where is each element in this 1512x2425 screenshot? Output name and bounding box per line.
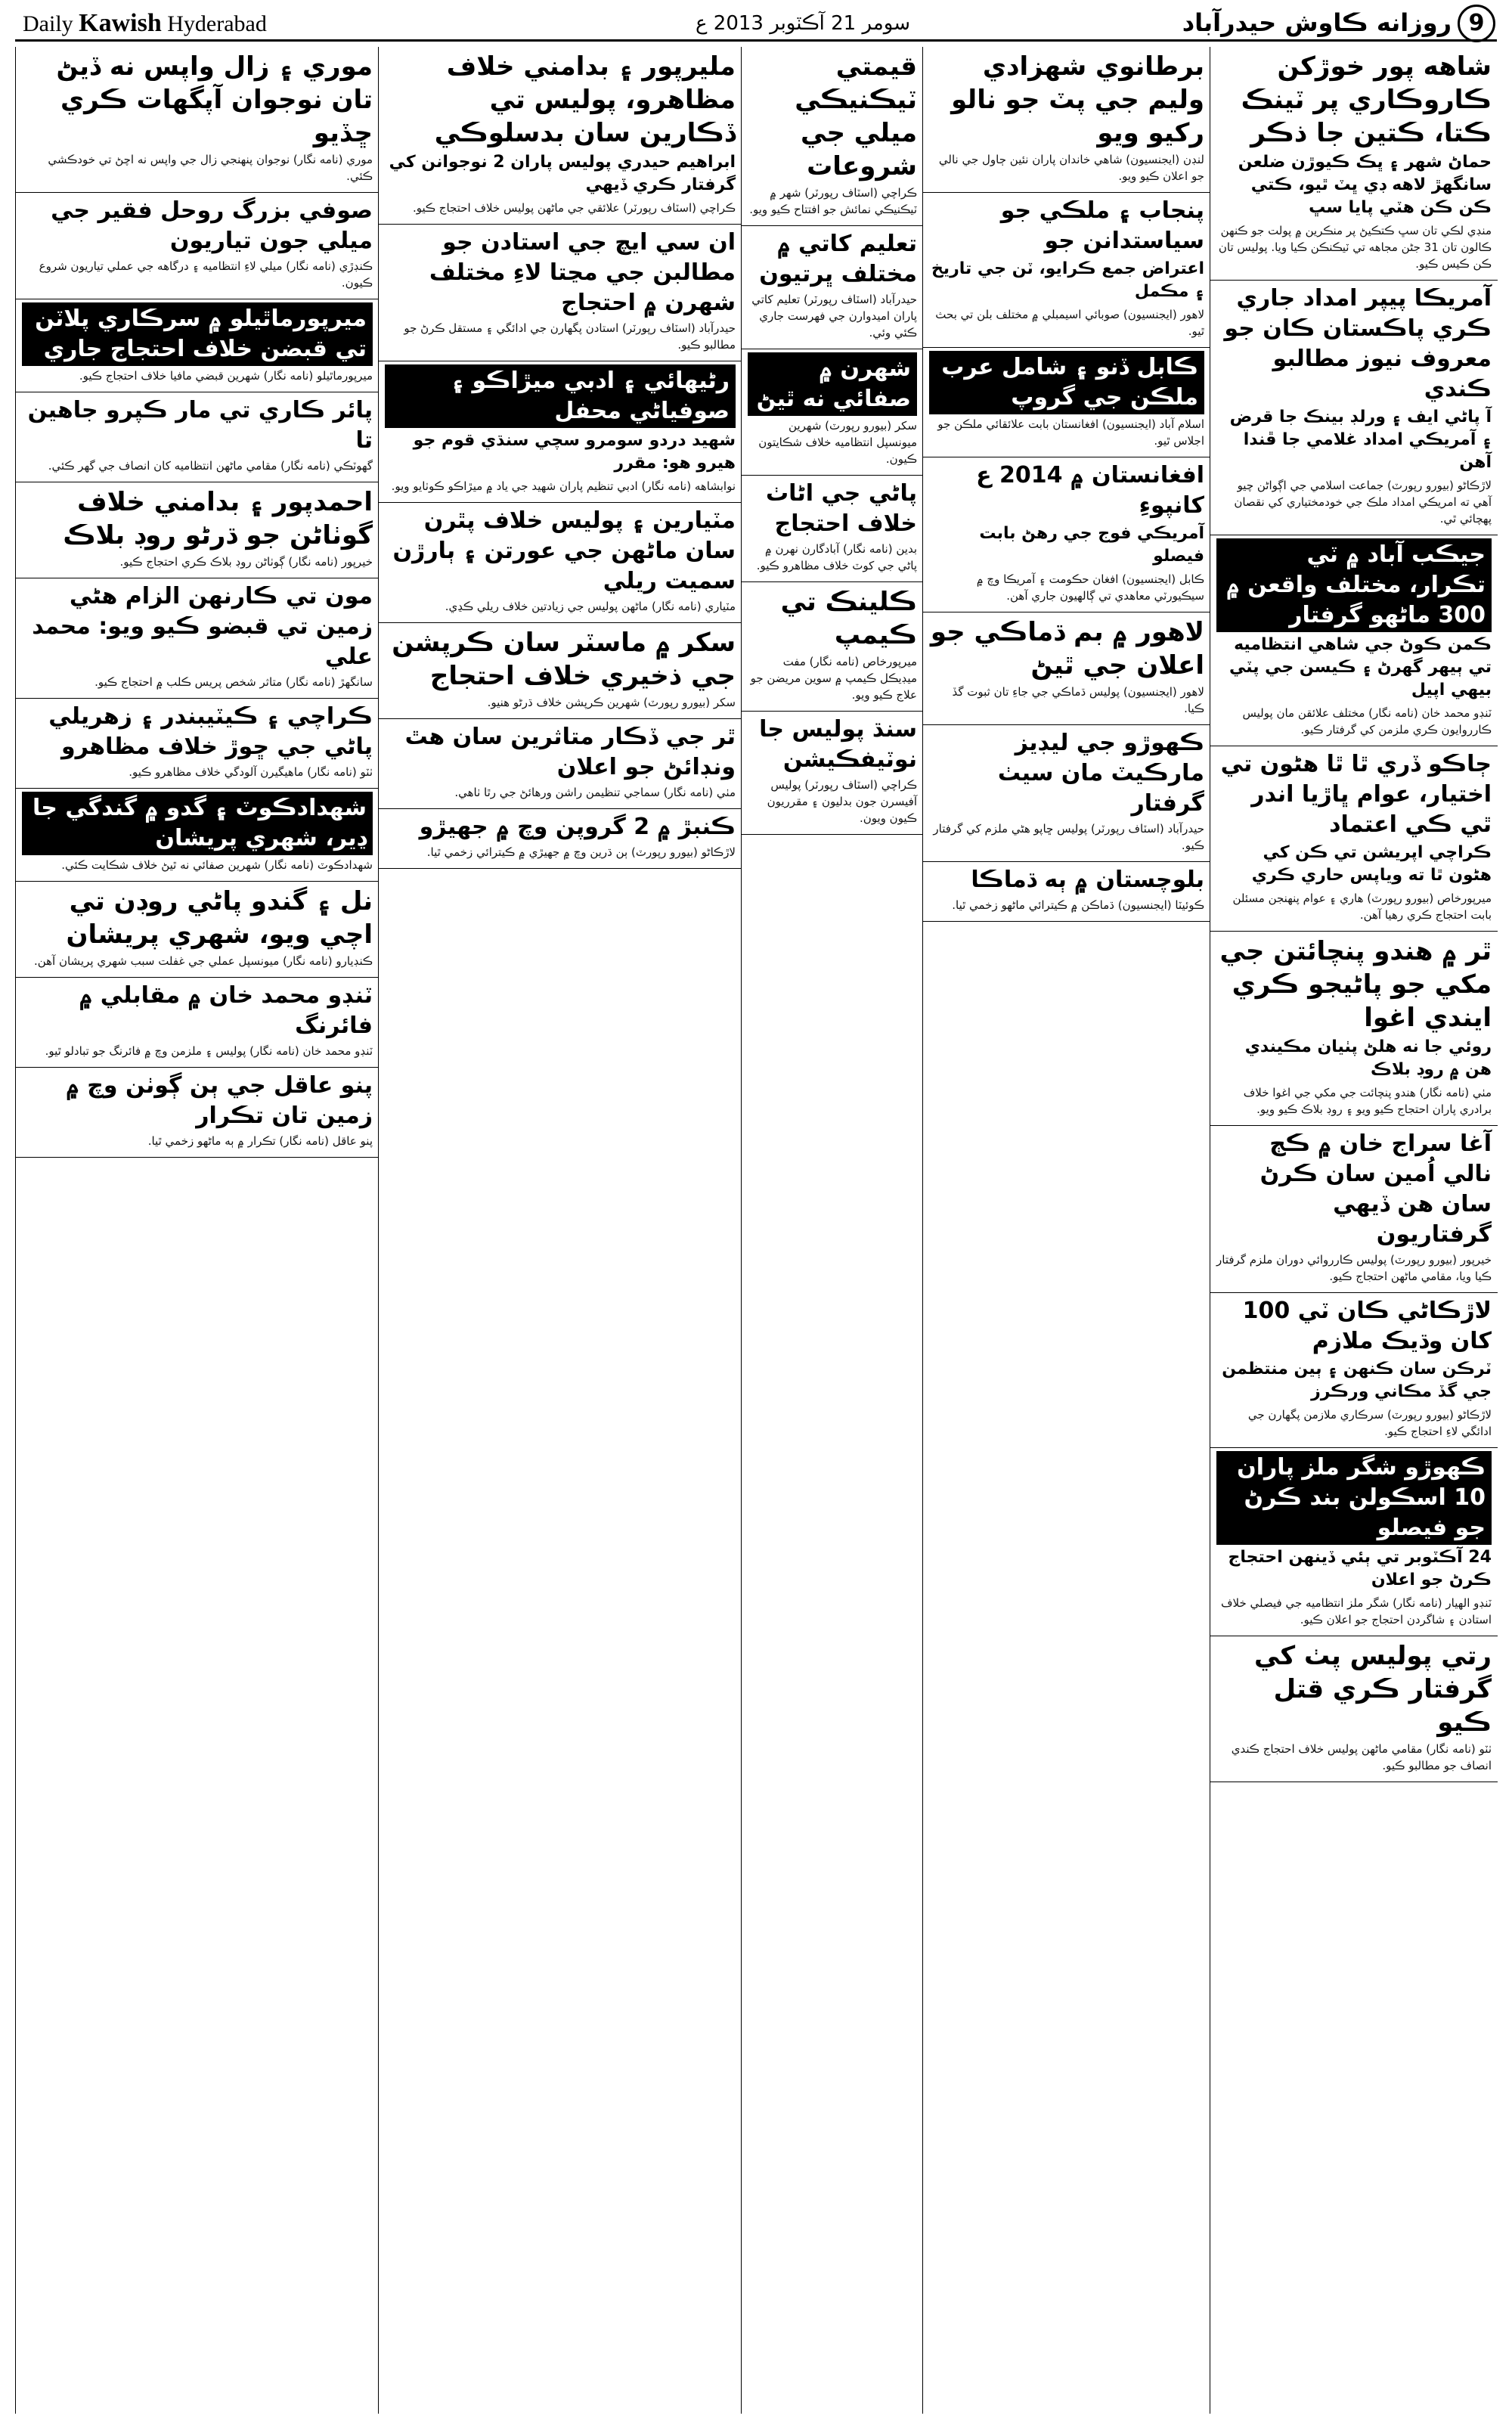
story-headline: ٿر جي ڏڪار متاثرين سان هٿ ونڊائڻ جو اعلان: [404, 724, 736, 780]
news-story: [1210, 932, 1498, 1126]
news-story: [1210, 1448, 1498, 1636]
page-number-badge: 9: [1458, 5, 1495, 42]
story-headline: قيمتي ٽيڪنيڪي ميلي جي شروعات: [795, 51, 917, 181]
news-story: [16, 1068, 379, 1158]
story-body: موري (نامه نگار) نوجوان پنهنجي زال جي واپس نه اچڻ تي خودڪشي ڪئي.: [48, 153, 373, 183]
story-body: سکر (بيورو رپورٽ) شهرين ڪرپشن خلاف ڌرڻو هنيو.: [487, 696, 736, 709]
news-story: [379, 47, 742, 225]
story-headline: شهرن ۾ صفائي نه ٿيڻ: [748, 352, 917, 416]
news-story: [923, 612, 1210, 725]
story-body: ڪنڊڙي (نامه نگار) ميلي لاءِ انتظاميه ۽ درگاهه جي عملي تياريون شروع ڪيون.: [39, 259, 373, 290]
story-body: ميرپورخاص (نامه نگار) مفت ميڊيڪل ڪيمپ ۾ سوين مريضن جو علاج ڪيو ويو.: [750, 655, 917, 702]
story-body: ٺٽو (نامه نگار) مقامي ماڻهن پوليس خلاف احتجاج ڪندي انصاف جو مطالبو ڪيو.: [1231, 1742, 1492, 1772]
news-story: [742, 476, 923, 582]
news-story: [379, 719, 742, 809]
story-headline: رڻيهائي ۽ ادبي ميڙاڪو ۽ صوفياڻي محفل: [385, 364, 736, 428]
news-story: [742, 47, 923, 226]
story-body: ڪوئيٽا (ايجنسيون) ڌماڪن ۾ ڪيترائي ماڻهو زخمي ٿيا.: [952, 898, 1204, 912]
story-headline: مليرپور ۽ بدامني خلاف مظاهرو، پوليس تي ڏڪارين سان بدسلوڪي: [434, 51, 736, 148]
story-body: ٺٽو (نامه نگار) ماهيگيرن آلودگي خلاف مظاهرو ڪيو.: [129, 765, 373, 779]
masthead-brand: Kawish: [79, 9, 162, 37]
news-story: [16, 193, 379, 299]
story-body: مٽياري (نامه نگار) ماڻهن پوليس جي زيادتين خلاف ريلي ڪڍي.: [445, 600, 736, 613]
story-body: ڪراچي (اسٽاف رپورٽر) شهر ۾ ٽيڪنيڪي نمائش جو افتتاح ڪيو ويو.: [749, 186, 917, 216]
news-story: [379, 361, 742, 503]
story-headline: ٽنڊو محمد خان ۾ مقابلي ۾ فائرنگ: [79, 982, 373, 1039]
story-headline: ڪهوڙو جي ليڊيز مارڪيٽ مان سيٺ گرفتار: [997, 730, 1204, 817]
story-body: لاهور (ايجنسيون) پوليس ڌماڪي جي جاءِ تان ثبوت گڏ ڪيا.: [952, 685, 1204, 715]
story-headline: شاهه پور خوڙکن ڪاروڪاري پر ٽينڪ ڪتا، ڪتين جا ذڪر: [1241, 51, 1492, 148]
story-headline: تعليم کاتي ۾ مختلف ڀرتيون: [759, 231, 917, 287]
masthead: [15, 6, 1497, 42]
story-headline: ڪراچي ۽ ڪيٽيبندر ۽ زهريلي پاڻي جي ڇوڙ خلاف مظاهرو: [48, 703, 373, 760]
story-body: خيرپور (بيورو رپورٽ) پوليس ڪارروائي دوران ملزم گرفتار ڪيا ويا، مقامي ماڻهن احتجاج ڪيو.: [1216, 1253, 1492, 1283]
story-body: مٺي (نامه نگار) هندو پنچائت جي مکي جي اغوا خلاف برادري پاران احتجاج ڪيو ويو ۽ روڊ بلاڪ ڪيو ويو.: [1243, 1086, 1492, 1116]
column-2: [922, 47, 1210, 2414]
story-headline: نل ۽ گندو پاڻي روڊن تي اچي ويو، شهري پريشان: [66, 886, 373, 950]
story-body: گهوٽڪي (نامه نگار) مقامي ماڻهن انتظاميه کان انصاف جي گهر ڪئي.: [48, 459, 373, 473]
story-headline: آغا سراج خان ۾ ڪڄ نالي اُمين سان ڪرڻ سان هن ڏيهي گرفتاريون: [1259, 1130, 1492, 1248]
news-story: [1210, 746, 1498, 932]
masthead-english-title: [23, 11, 267, 37]
story-headline: صوفي بزرگ روحل فقير جي ميلي جون تياريون: [51, 197, 373, 254]
story-body: مٺي (نامه نگار) سماجي تنظيمن راشن ورهائڻ جي رٿا ٺاهي.: [454, 786, 736, 799]
story-headline: مٽيارين ۽ پوليس خلاف پٿرن سان ماڻهن جي عورتن ۽ ٻارڙن سميت ريلي: [392, 507, 736, 594]
story-headline: ڪابل ڏنو ۽ شامل عرب ملڪن جي گروپ: [929, 351, 1204, 414]
masthead-date: سومر 21 آڪٽوبر 2013 ع: [696, 12, 910, 35]
news-story: [379, 623, 742, 719]
story-headline: ٿر ۾ هندو پنچائتن جي مکي جو پاڻيجو ڪري ايندي اغوا: [1219, 936, 1492, 1033]
story-headline: لاهور ۾ بم ڌماڪي جو اعلان جي ٿيڻ: [930, 617, 1204, 681]
story-body: سکر (بيورو رپورٽ) شهرين ميونسپل انتظاميه خلاف شڪايتون ڪيون.: [758, 419, 917, 466]
news-story: [16, 392, 379, 482]
story-subheadline: آمريڪي فوج جي رهڻ بابت فيصلو: [979, 524, 1204, 566]
story-subheadline: حماڻ شهر ۽ ڀڪ ڪيوڙن ضلعن سانگهڙ لاهه ڊي ڀٽ ٿيو، ڪتي ڪن ڪن هٽي پايا سڀ: [1238, 153, 1492, 217]
story-body: لاڙڪاڻو (بيورو رپورٽ) سرڪاري ملازمن پگهارن جي ادائگي لاءِ احتجاج ڪيو.: [1247, 1408, 1492, 1438]
story-body: لاڙڪاڻو (بيورو رپورٽ) جماعت اسلامي جي اڳواڻن چيو آهي ته امريڪي امداد ملڪ جي خودمختياري کي نقصان پهچائي ٿي.: [1234, 479, 1492, 526]
story-body: لنڊن (ايجنسيون) شاهي خاندان پاران نئين ڄاول جي نالي جو اعلان ڪيو ويو.: [938, 153, 1204, 183]
story-body: ڪراچي (اسٽاف رپورٽر) پوليس آفيسرن جون بدليون ۽ مقرريون ڪيون ويون.: [767, 778, 917, 825]
column-4: [378, 47, 742, 2414]
story-headline: برطانوي شهزادي وليم جي پٽ جو نالو رکيو ويو: [951, 51, 1204, 148]
news-story: [16, 978, 379, 1068]
story-headline: ڪلينڪ تي ڪيمپ: [780, 587, 917, 650]
story-body: بدين (نامه نگار) آبادگارن نهرن ۾ پاڻي جي کوٽ خلاف مظاهرو ڪيو.: [756, 542, 917, 572]
news-story: [742, 582, 923, 712]
column-1: [1210, 47, 1498, 2414]
story-subheadline: آ پاڻي ايف ۽ ورلڊ بينڪ جا قرض ۽ آمريڪي امداد غلامي جا ڦندا آهن: [1229, 408, 1492, 472]
story-headline: مون تي ڪارنهن الزام هڻي زمين تي قبضو ڪيو ويو: محمد علي: [32, 583, 373, 670]
story-subheadline: ڪراچي اپريشن تي ڪن کي هڻون ٿا ته وياپس حاري ڪري: [1251, 843, 1492, 885]
news-story: [379, 503, 742, 623]
story-headline: ڪهوڙو شگر ملز پاران 10 اسڪولن بند ڪرڻ جو فيصلو: [1216, 1451, 1492, 1545]
news-story: [742, 712, 923, 835]
story-body: ڪنڊيارو (نامه نگار) ميونسپل عملي جي غفلت سبب شهري پريشان آهن.: [33, 954, 373, 968]
story-body: نوابشاهه (نامه نگار) ادبي تنظيم پاران شهيد جي ياد ۾ ميڙاڪو ڪوٺايو ويو.: [391, 479, 736, 493]
story-headline: جيڪب آباد ۾ ٽي تڪرار، مختلف واقعن ۾ 300 ماڻهو گرفتار: [1216, 538, 1492, 632]
story-headline: آمريڪا پيپر امداد جاري ڪري پاڪستان ڪان جو معروف نيوز مطالبو ڪندي: [1224, 285, 1492, 402]
story-body: لاهور (ايجنسيون) صوبائي اسيمبلي ۾ مختلف بلن تي بحث ٿيو.: [935, 308, 1204, 338]
story-body: خيرپور (نامه نگار) ڳوٺاڻن روڊ بلاڪ ڪري احتجاج ڪيو.: [119, 555, 373, 569]
news-story: [16, 482, 379, 578]
story-subheadline: ابراهيم حيدري پوليس پاران 2 نوجوانن کي گرفتار ڪري ڏيهي: [389, 153, 736, 194]
news-story: [923, 862, 1210, 922]
story-headline: رتي پوليس پٺ کي گرفتار ڪري قتل ڪيو: [1254, 1641, 1492, 1738]
story-body: ٽنڊو محمد خان (نامه نگار) پوليس ۽ ملزمن وچ ۾ فائرنگ جو تبادلو ٿيو.: [45, 1044, 373, 1058]
story-body: ڪراچي (اسٽاف رپورٽر) علائقي جي ماڻهن پوليس خلاف احتجاج ڪيو.: [412, 201, 736, 215]
story-subheadline: 24 آڪٽوبر تي ٻئي ڏينهن احتجاج ڪرڻ جو اعلان: [1228, 1548, 1492, 1589]
story-body: حيدرآباد (اسٽاف رپورٽر) استادن پگهارن جي ادائگي ۽ مستقل ڪرڻ جو مطالبو ڪيو.: [404, 321, 736, 352]
news-story: [1210, 281, 1498, 535]
news-story: [16, 699, 379, 789]
story-subheadline: شهيد دردو سومرو سچي سنڌي قوم جو هيرو هو: مقرر: [413, 431, 736, 473]
story-body: پنو عاقل (نامه نگار) تڪرار ۾ ٻه ماڻهو زخمي ٿيا.: [147, 1134, 373, 1148]
story-body: ڪابل (ايجنسيون) افغان حڪومت ۽ آمريڪا وچ ۾ سيڪيورٽي معاهدي تي ڳالهيون جاري آهن.: [976, 572, 1204, 603]
story-headline: افغانستان ۾ 2014 ع کانپوءِ: [976, 462, 1204, 519]
story-body: ٽنڊو محمد خان (نامه نگار) مختلف علائقن مان پوليس ڪارروايون ڪري ملزمن کي گرفتار ڪيو.: [1242, 706, 1492, 736]
story-body: ميرپورماٿيلو (نامه نگار) شهرين قبضي مافيا خلاف احتجاج ڪيو.: [79, 369, 373, 383]
story-subheadline: ڪمن ڪوڻ جي شاهي انتظاميه تي ٻيهر گهرڻ ۽ ڪيسن جي پٽي بيهي اپيل: [1229, 635, 1492, 699]
story-body: ميرپورخاص (بيورو رپورٽ) هاري ۽ عوام پنهنجن مسئلن بابت احتجاج ڪري رهيا آهن.: [1232, 892, 1492, 922]
story-body: اسلام آباد (ايجنسيون) افغانستان بابت علائقائي ملڪن جو اجلاس ٿيو.: [937, 417, 1204, 448]
story-headline: سکر ۾ ماسٽر سان ڪرپشن جي ذخيري خلاف احتجاج: [392, 628, 736, 691]
column-5: [15, 47, 379, 2414]
story-headline: ڄاڪو ڏري ٿا ٿا هڻون تي اختيار، عوام ڀاڙيا اندر ٿي ڪي اعتماد: [1220, 751, 1492, 838]
masthead-daily: Daily: [23, 11, 73, 36]
story-headline: پاڻي جي اڻاٺ خلاف احتجاج: [766, 480, 917, 537]
news-story: [923, 47, 1210, 193]
story-headline: بلوچستان ۾ ٻه ڌماڪا: [971, 867, 1204, 893]
story-subheadline: روئي جا نه هلڻ پٺيان مڪيندي هن ۾ روڊ بلاڪ: [1244, 1037, 1492, 1079]
story-headline: سنڌ پوليس جا نوٽيفڪيشن: [759, 716, 917, 773]
news-story: [1210, 1636, 1498, 1782]
story-body: ٽنڊو الهيار (نامه نگار) شگر ملز انتظاميه جي فيصلي خلاف استادن ۽ شاگردن احتجاج جو اعلان ڪيو.: [1221, 1596, 1492, 1626]
story-headline: پنجاب ۽ ملڪي جو سياستدانن جو: [1000, 197, 1204, 254]
story-body: حيدرآباد (اسٽاف رپورٽر) پوليس ڇاپو هڻي ملزم کي گرفتار ڪيو.: [933, 822, 1204, 852]
news-story: [742, 349, 923, 476]
news-story: [16, 578, 379, 699]
news-story: [16, 882, 379, 978]
story-headline: شهدادڪوٽ ۽ گدو ۾ گندگي جا ڍير، شهري پريشان: [22, 792, 373, 855]
story-body: لاڙڪاڻو (بيورو رپورٽ) ٻن ڌرين وچ ۾ جهيڙي ۾ ڪيترائي زخمي ٿيا.: [426, 845, 736, 859]
masthead-city: Hyderabad: [167, 11, 267, 36]
story-headline: ان سي ايچ جي استادن جو مطالبن جي مڃتا لاءِ مختلف شهرن ۾ احتجاج: [429, 229, 736, 316]
news-story: [1210, 1126, 1498, 1293]
news-story: [379, 809, 742, 869]
story-body: منڊي لڪي تان سڀ ڪتڪيڻ پر منڪرين ۾ پولت جو ڪنهن ڪالون تان 31 جڻن مجاهه تي ٽيڪنڪن ڪيا ويا. پوليس تان ڪن ڪيس ڪيو.: [1218, 224, 1492, 271]
column-3: [741, 47, 923, 2414]
story-headline: ميرپورماٿيلو ۾ سرڪاري پلاٽن تي قبضن خلاف احتجاج جاري: [22, 302, 373, 366]
news-story: [1210, 47, 1498, 281]
news-story: [923, 348, 1210, 457]
story-body: سانگهڙ (نامه نگار) متاثر شخص پريس ڪلب ۾ احتجاج ڪيو.: [94, 675, 373, 689]
masthead-sindhi-title: روزانه ڪاوش حيدرآباد: [1182, 8, 1452, 37]
news-story: [742, 226, 923, 349]
story-headline: پنو عاقل جي ٻن ڳوٺن وچ ۾ زمين تان تڪرار: [66, 1072, 373, 1129]
news-story: [16, 299, 379, 392]
story-headline: لاڙڪاڻي ڪان ٽي 100 کان وڌيڪ ملازم: [1242, 1298, 1492, 1354]
news-story: [379, 225, 742, 361]
story-subheadline: اعتراض جمع ڪرايو، ٽن جي تاريخ ۽ مڪمل: [931, 259, 1204, 301]
news-story: [923, 193, 1210, 348]
story-headline: ڪنبڙ ۾ 2 گروپن وچ ۾ جهيڙو: [419, 814, 736, 840]
news-story: [923, 457, 1210, 612]
story-body: شهدادڪوٽ (نامه نگار) شهرين صفائي نه ٿيڻ خلاف شڪايت ڪئي.: [61, 858, 373, 872]
story-headline: پائر ڪاري تي مار ڪپرو جاهين تا: [27, 397, 373, 454]
story-headline: موري ۽ زال واپس نه ڏيڻ تان نوجوان آپگهات ڪري ڇڏيو: [56, 51, 373, 148]
story-body: حيدرآباد (اسٽاف رپورٽر) تعليم کاتي پاران اميدوارن جي فهرست جاري ڪئي وئي.: [751, 293, 917, 340]
story-subheadline: ٽرڪن سان ڪنهن ۽ ٻين منتظمن جي گڏ مڪاني ورڪرز: [1222, 1360, 1492, 1401]
news-story: [1210, 535, 1498, 746]
news-story: [16, 789, 379, 882]
news-story: [16, 47, 379, 193]
news-story: [1210, 1293, 1498, 1448]
story-headline: احمدپور ۽ بدامني خلاف گوٺاڻن جو ڌرڻو روڊ بلاڪ: [63, 487, 373, 550]
news-story: [923, 725, 1210, 862]
